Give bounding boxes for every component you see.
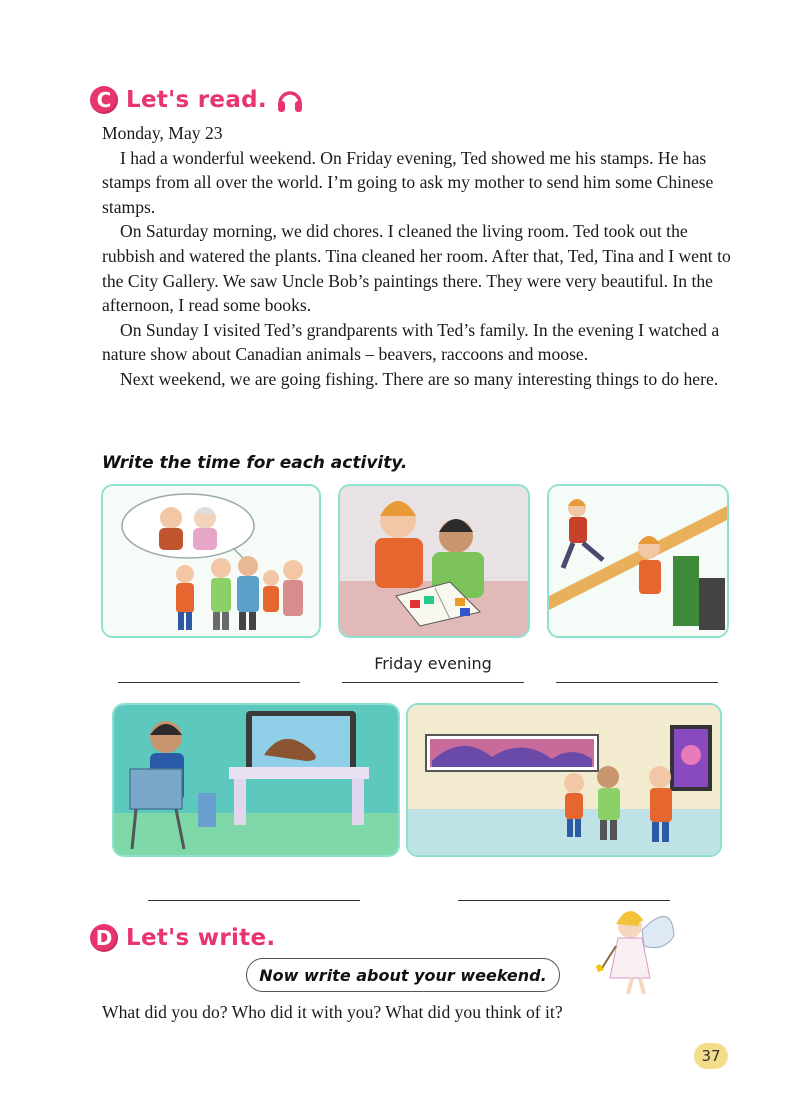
- picture-take-out-rubbish: [547, 484, 729, 638]
- passage-date: Monday, May 23: [102, 123, 223, 143]
- picture-visit-grandparents: [101, 484, 321, 638]
- headphones-icon[interactable]: [275, 85, 305, 115]
- picture-stamp-album: [338, 484, 530, 638]
- answer-line-2[interactable]: [342, 682, 524, 683]
- section-c-heading: [90, 85, 305, 115]
- reading-passage: [102, 121, 742, 392]
- section-d-title: Let's write.: [126, 925, 276, 951]
- passage-paragraph-4: Next weekend, we are going fishing. There are so many interesting things to do here.: [120, 368, 719, 389]
- activity-instruction: Write the time for each activity.: [102, 453, 408, 473]
- section-d-heading: [90, 924, 275, 952]
- passage-paragraph-3: On Sunday I visited Ted’s grandparents with Ted’s family. In the evening I watched a nature show about Canadian animals – beavers, raccoons and moose.: [102, 319, 720, 365]
- speech-bubble: Now write about your weekend.: [246, 958, 560, 992]
- section-c-title: Let's read.: [126, 87, 267, 113]
- answer-line-1[interactable]: [118, 682, 300, 683]
- page-number: 37: [694, 1043, 728, 1069]
- picture-nature-show: [112, 703, 400, 857]
- writing-prompt-question: What did you do? Who did it with you? What did you think of it?: [102, 1002, 563, 1022]
- answer-line-4[interactable]: [148, 900, 360, 901]
- fairy-illustration: [592, 900, 676, 1000]
- answer-line-3[interactable]: [556, 682, 718, 683]
- passage-paragraph-2: On Saturday morning, we did chores. I cleaned the living room. Ted took out the rubbish and watered the plants. Tina cleaned her room. After that, Ted, Tina and I went to the City Gallery. We saw Uncle Bob’s paintings there. They were very beautiful. In the afternoon, I read some books.: [102, 221, 731, 316]
- picture-city-gallery: [406, 703, 722, 857]
- section-d-badge: D: [90, 924, 118, 952]
- passage-paragraph-1: I had a wonderful weekend. On Friday evening, Ted showed me his stamps. He has stamps from all over the world. I’m going to ask my mother to send him some Chinese stamps.: [102, 147, 714, 217]
- section-c-badge: C: [90, 86, 118, 114]
- answer-text-2: Friday evening: [374, 654, 492, 673]
